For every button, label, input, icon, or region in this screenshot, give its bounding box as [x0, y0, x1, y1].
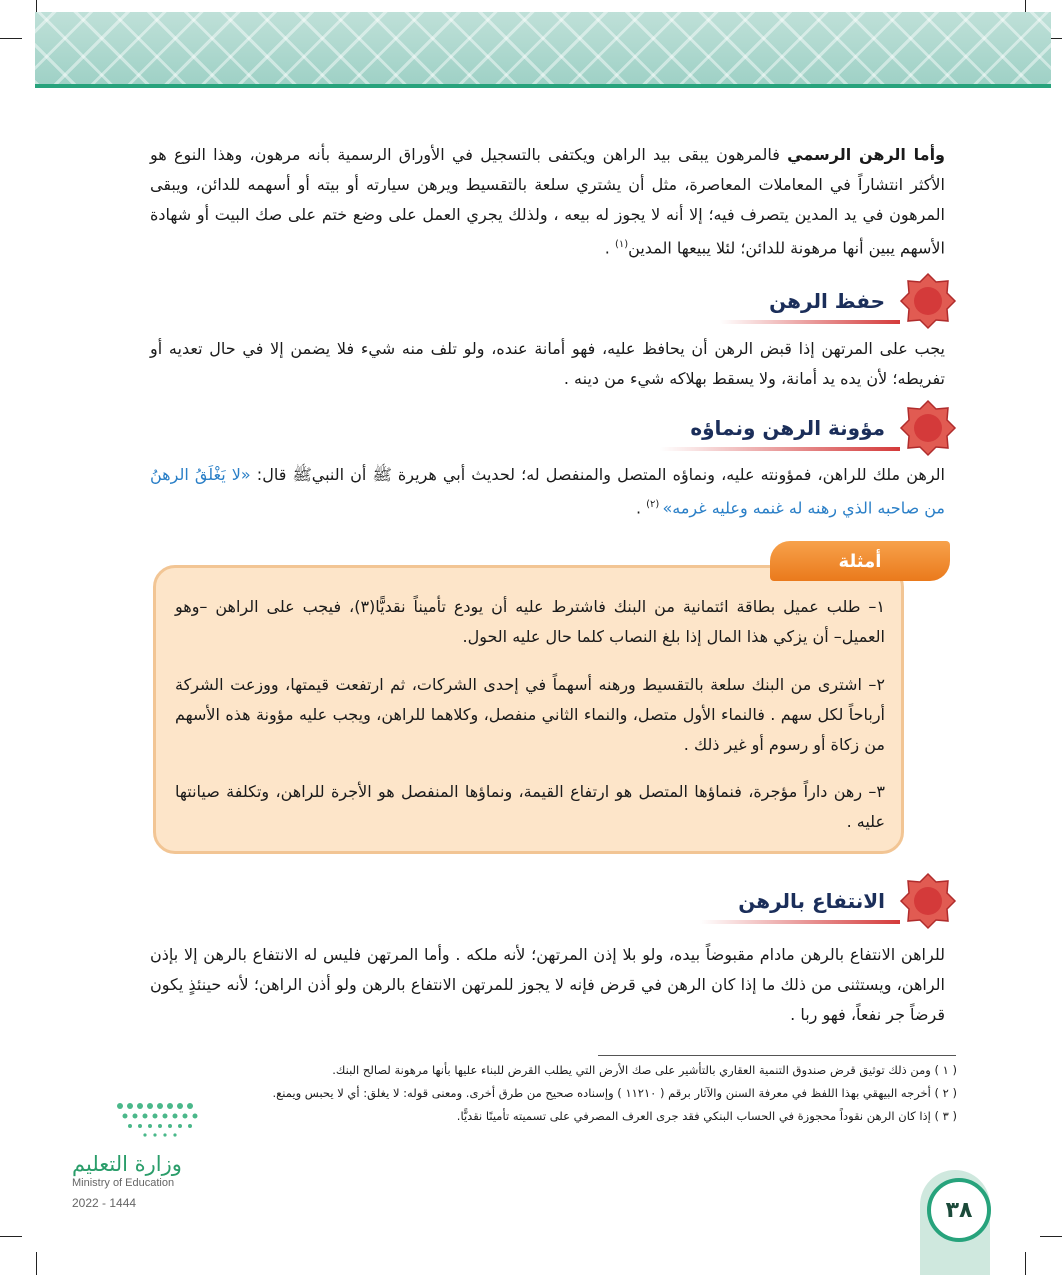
section-heading: [684, 405, 957, 451]
footnote: ( ١ ) ومن ذلك توثيق قرض صندوق التنمية العقاري بالتأشير على صك الأرض التي يطلب القرض للبناء عليها بأنها مرهونة لصالح البنك.: [332, 1063, 957, 1077]
paragraph-text: فالمرهون يبقى بيد الراهن ويكتفى بالتسجيل في الأوراق الرسمية بأنه مرهون، وهذا النوع هو الأكثر انتشاراً في المعاملات المعاصرة، مثل أن يشتري سلعة بالتقسيط ويرهن سيارته أو بيته أو أسهمه للدائن، ويبقى المرهون في يد المدين يتصرف فيه؛ إلا أنه لا يجوز له بيعه ، ولذلك يجري العمل على وضع ختم على صك البيت أو شهادة الأسهم يبين أنها مرهونة للدائن؛ لئلا يبيعها المدين: [150, 145, 945, 258]
ministry-name-en: Ministry of Education: [72, 1177, 175, 1189]
header-banner: [35, 12, 1051, 84]
footnote-ref: (٢): [646, 499, 663, 510]
paragraph-cost: الرهن ملك للراهن، فمؤونته عليه، ونماؤه المتصل والمنفصل له؛ لحديث أبي هريرة ﷺ أن النبيﷺ قال: «لا يَغْلَقُ الرهنُ من صاحبه الذي رهنه له غنمه وعليه غرمه» $^{(٢)}$ .: [150, 465, 945, 518]
octagon-badge-icon: [899, 872, 957, 930]
footnote-ref: (١): [614, 239, 629, 250]
heading-title: حفظ الرهن: [769, 289, 885, 313]
heading-underline: [720, 320, 900, 324]
crop-mark: [0, 1236, 22, 1237]
crop-mark: [1025, 1252, 1026, 1275]
bold-term: وأما الرهن الرسمي: [787, 145, 946, 164]
header-divider: [35, 84, 1051, 88]
section-heading: [732, 878, 957, 924]
paragraph-keeping: يجب على المرتهن إذا قبض الرهن أن يحافظ عليه، فهو أمانة عنده، ولو تلف منه شيء فلا يضمن إلا في حال تعديه أو تفريطه؛ لأن يده يد أمانة، ولا يسقط بهلاكه شيء من دينه .: [150, 339, 945, 388]
examples-tab: أمثلة: [770, 541, 950, 581]
hadith-quote: «لا يَغْلَقُ الرهنُ من صاحبه الذي رهنه له غنمه وعليه غرمه»: [150, 465, 945, 518]
heading-title: الانتفاع بالرهن: [738, 889, 885, 913]
heading-title: مؤونة الرهن ونماؤه: [690, 416, 885, 440]
crop-mark: [0, 38, 22, 39]
section-heading: [763, 278, 957, 324]
example-item: ٣– رهن داراً مؤجرة، فنماؤها المتصل هو ارتفاع القيمة، ونماؤها المنفصل هو الأجرة للراهن، وتكلفة صيانتها عليه .: [175, 782, 885, 831]
footnote: ( ٢ ) أخرجه البيهقي بهذا اللفظ في معرفة السنن والآثار برقم ( ١١٢١٠ ) وإسناده صحيح من طرق أخرى. ومعنى قوله: لا يغلق: أي لا يحبس ويمنع.: [272, 1086, 957, 1100]
ministry-logo-dots-icon: [110, 1098, 220, 1147]
heading-underline: [660, 447, 900, 451]
crop-mark: [36, 1252, 37, 1275]
ministry-name-ar: وزارة التعليم: [72, 1152, 182, 1176]
page-number: ٣٨: [927, 1178, 991, 1242]
paragraph-official-pledge: وأما الرهن الرسمي فالمرهون يبقى بيد الراهن ويكتفى بالتسجيل في الأوراق الرسمية بأنه مرهون، وهذا النوع هو الأكثر انتشاراً في المعاملات المعاصرة، مثل أن يشتري سلعة بالتقسيط ويرهن سيارته أو بيته أو أسهمه للدائن، ويبقى المرهون في يد المدين يتصرف فيه؛ إلا أنه لا يجوز له بيعه ، ولذلك يجري العمل على وضع ختم على صك البيت أو شهادة الأسهم يبين أنها مرهونة للدائن؛ لئلا يبيعها المدين$^{(١)}$ .: [150, 145, 946, 258]
heading-underline: [700, 920, 900, 924]
edition-year: 2022 - 1444: [72, 1196, 137, 1210]
octagon-badge-icon: [899, 272, 957, 330]
footnote: ( ٣ ) إذا كان الرهن نقوداً محجوزة في الحساب البنكي فقد جرى العرف المصرفي على تسميته تأمينًا نقديًّا.: [456, 1109, 957, 1123]
paragraph-benefit: للراهن الانتفاع بالرهن مادام مقبوضاً بيده، ولو بلا إذن المرتهن؛ لأنه ملكه . وأما المرتهن فليس له الانتفاع بالرهن إلا بإذن الراهن، ويستثنى من ذلك ما إذا كان الرهن في قرض فإنه لا يجوز للمرتهن الانتفاع بالرهن ولو أذن الراهن؛ لأنه حينئذٍ يكون قرضاً جر نفعاً، فهو ربا .: [150, 945, 945, 1024]
octagon-badge-icon: [899, 399, 957, 457]
example-item: ٢– اشترى من البنك سلعة بالتقسيط ورهنه أسهماً في إحدى الشركات، ثم ارتفعت قيمتها، ووزعت الشركة أرباحاً لكل سهم . فالنماء الأول متصل، والنماء الثاني منفصل، وكلاهما للراهن، ويجب عليه مؤونة هذه الأسهم من زكاة أو رسوم أو غير ذلك .: [175, 675, 885, 754]
example-item: ١– طلب عميل بطاقة ائتمانية من البنك فاشترط عليه أن يودع تأميناً نقديًّا(٣)، فيجب على الراهن –وهو العميل– أن يزكي هذا المال إذا بلغ النصاب كلما حال عليه الحول.: [175, 597, 885, 646]
crop-mark: [1040, 1236, 1062, 1237]
footnote-rule: [598, 1055, 956, 1056]
